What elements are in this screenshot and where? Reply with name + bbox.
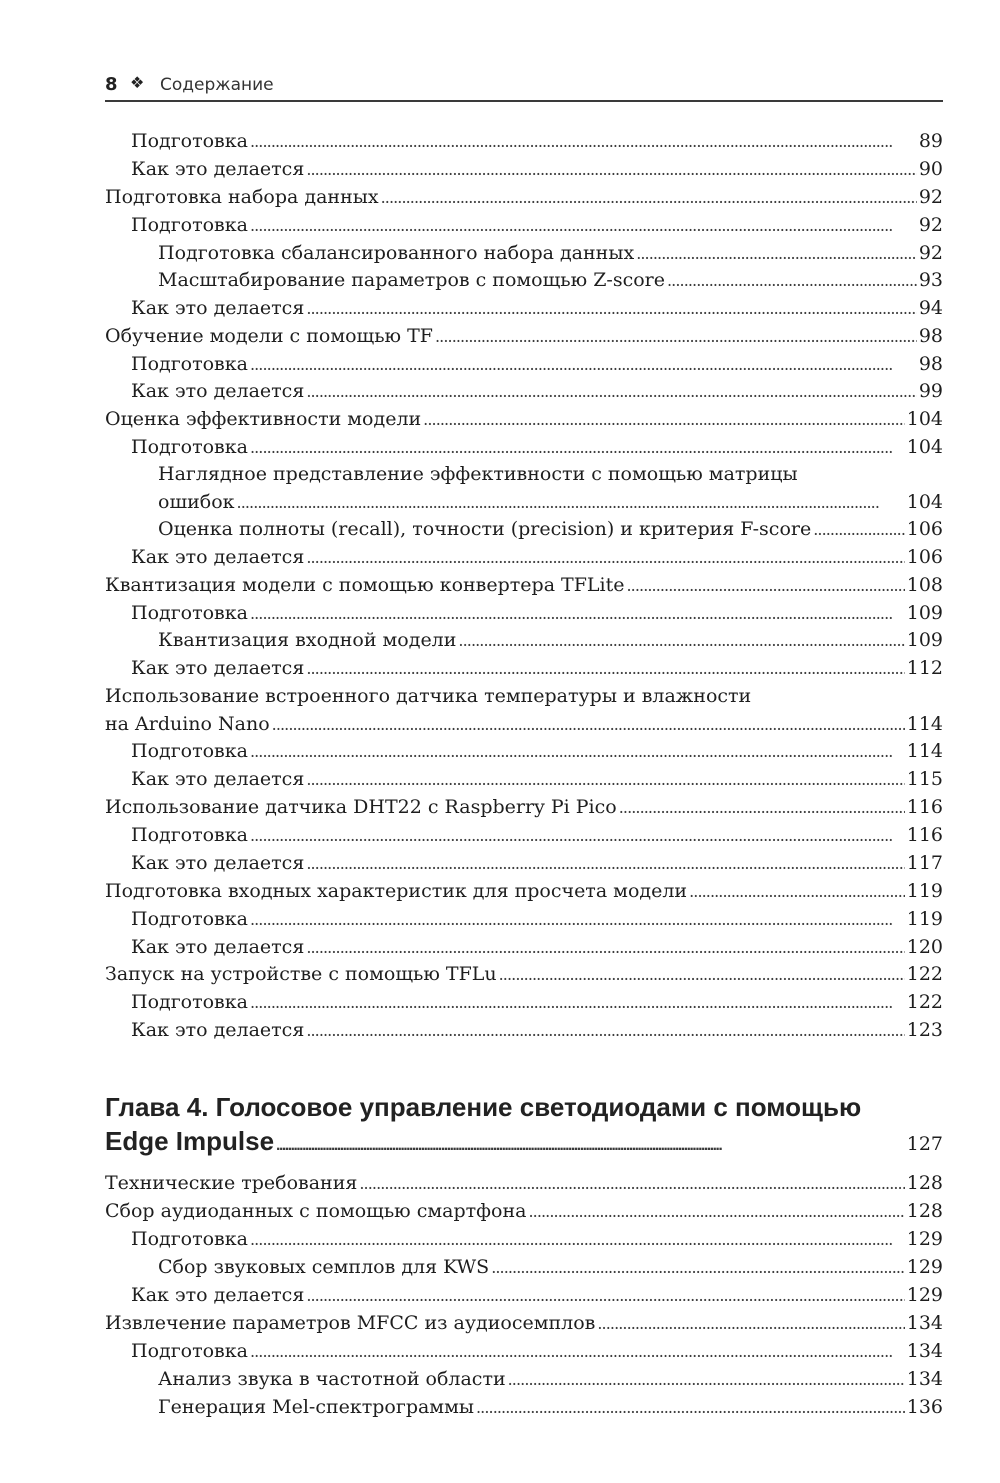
toc-entry — [105, 877, 943, 905]
leader-dots — [250, 211, 917, 240]
toc-title-line1: Наглядное представление эффективности с помощью матрицы — [158, 463, 798, 485]
leader-dots — [276, 1124, 905, 1163]
toc-title: Как это делается — [131, 297, 305, 319]
section-title: Содержание — [160, 75, 274, 95]
ornament-icon: ❖ — [130, 73, 145, 92]
toc-title: Запуск на устройстве с помощью TFLu — [105, 963, 497, 985]
leader-dots — [667, 266, 917, 295]
leader-dots — [272, 710, 905, 739]
toc-title: Подготовка — [131, 740, 248, 762]
toc-title: Подготовка сбалансированного набора данных — [158, 242, 635, 264]
toc-entry — [131, 988, 943, 1016]
toc-title-line1: Использование встроенного датчика температуры и влажности — [105, 685, 752, 707]
leader-dots — [250, 127, 917, 156]
toc-entry — [105, 960, 943, 988]
toc-entry — [158, 239, 943, 267]
toc-entry — [131, 905, 943, 933]
toc-title: Подготовка набора данных — [105, 186, 379, 208]
toc-entry — [158, 1365, 943, 1393]
toc-entry — [131, 211, 943, 239]
toc-title: Как это делается — [131, 768, 305, 790]
toc-page: 106 — [906, 518, 943, 540]
leader-dots — [458, 626, 904, 655]
toc-title: Как это делается — [131, 852, 305, 874]
toc-title: Сбор аудиоданных с помощью смартфона — [105, 1200, 527, 1222]
toc-title: Технические требования — [105, 1172, 358, 1194]
page-number: 8 — [105, 74, 118, 95]
leader-dots — [306, 849, 904, 878]
toc-title: Как это делается — [131, 936, 305, 958]
toc-page: 92 — [918, 214, 943, 236]
leader-dots — [250, 1337, 905, 1366]
leader-dots — [250, 988, 905, 1017]
toc-page: 129 — [906, 1228, 943, 1250]
toc-entry — [131, 127, 943, 155]
leader-dots — [250, 433, 905, 462]
toc-title: Как это делается — [131, 657, 305, 679]
leader-dots — [237, 488, 905, 517]
toc-title-line2: ошибок — [158, 491, 235, 513]
toc-entry — [158, 626, 943, 654]
leader-dots — [306, 155, 917, 184]
toc-entry — [131, 1281, 943, 1309]
toc-title: Извлечение параметров MFCC из аудиосемплов — [105, 1312, 596, 1334]
toc-title: Как это делается — [131, 158, 305, 180]
toc-title: Как это делается — [131, 1284, 305, 1306]
toc-entry — [131, 294, 943, 322]
toc-entry — [158, 1253, 943, 1281]
toc-title: Подготовка — [131, 824, 248, 846]
leader-dots — [306, 543, 904, 572]
toc-entry — [158, 515, 943, 543]
chapter-title-line1: Глава 4. Голосовое управление светодиодами с помощью — [105, 1092, 862, 1122]
toc-page: 117 — [906, 852, 943, 874]
toc-page: 114 — [906, 740, 943, 762]
toc-title: Генерация Mel-спектрограммы — [158, 1396, 474, 1418]
toc-entry — [158, 266, 943, 294]
toc-entry — [131, 849, 943, 877]
leader-dots — [597, 1309, 904, 1338]
toc-entry — [131, 1225, 943, 1253]
toc-page: 93 — [918, 269, 943, 291]
leader-dots — [250, 599, 905, 628]
toc-entry — [158, 460, 943, 516]
leader-dots — [689, 877, 905, 906]
toc-page: 109 — [906, 629, 943, 651]
leader-dots — [508, 1365, 905, 1394]
toc-page: 106 — [906, 546, 943, 568]
toc-title: Как это делается — [131, 1019, 305, 1041]
toc-title: Подготовка — [131, 1340, 248, 1362]
leader-dots — [250, 737, 905, 766]
running-header — [105, 70, 943, 102]
leader-dots — [435, 322, 917, 351]
leader-dots — [627, 571, 905, 600]
toc-page: 115 — [906, 768, 943, 790]
toc-page: 108 — [906, 574, 943, 596]
toc-page: 114 — [906, 713, 943, 735]
toc-title: Подготовка входных характеристик для просчета модели — [105, 880, 688, 902]
toc-entry — [158, 1393, 943, 1421]
toc-title: Использование датчика DHT22 с Raspberry Pi Pico — [105, 796, 617, 818]
leader-dots — [306, 294, 917, 323]
toc-page: 92 — [918, 186, 943, 208]
toc-page: 122 — [906, 991, 943, 1013]
toc-page: 89 — [918, 130, 943, 152]
leader-dots — [250, 1225, 905, 1254]
toc-page: 116 — [906, 796, 943, 818]
leader-dots — [476, 1393, 905, 1422]
toc-title: Подготовка — [131, 602, 248, 624]
toc-title: Подготовка — [131, 436, 248, 458]
toc-page: 90 — [918, 158, 943, 180]
toc-page: 120 — [906, 936, 943, 958]
leader-dots — [306, 933, 904, 962]
toc-title-line2: на Arduino Nano — [105, 713, 270, 735]
toc-page: 92 — [918, 242, 943, 264]
toc-entry — [131, 1016, 943, 1044]
toc-entry — [105, 1169, 943, 1197]
leader-dots — [306, 1281, 904, 1310]
chapter-heading — [105, 1090, 943, 1163]
toc-entry — [105, 571, 943, 599]
chapter-title-line2: Edge Impulse — [105, 1126, 275, 1156]
toc-page: 119 — [906, 908, 943, 930]
leader-dots — [636, 239, 917, 268]
toc-page: 99 — [918, 380, 943, 402]
toc-title: Как это делается — [131, 380, 305, 402]
toc-page: 134 — [906, 1368, 943, 1390]
toc-title: Оценка эффективности модели — [105, 408, 422, 430]
toc-title: Подготовка — [131, 1228, 248, 1250]
toc-entry — [105, 322, 943, 350]
toc-entry — [131, 654, 943, 682]
toc-page: 134 — [906, 1312, 943, 1334]
toc-entry — [105, 183, 943, 211]
leader-dots — [359, 1169, 904, 1198]
toc-title: Квантизация модели с помощью конвертера TFLite — [105, 574, 625, 596]
toc-entry — [105, 793, 943, 821]
toc-page: 134 — [906, 1340, 943, 1362]
toc-title: Подготовка — [131, 908, 248, 930]
toc-page: 136 — [906, 1396, 943, 1418]
toc-entry — [105, 405, 943, 433]
toc-page: 122 — [906, 963, 943, 985]
toc-title: Оценка полноты (recall), точности (precision) и критерия F-score — [158, 518, 812, 540]
toc-page: 112 — [906, 657, 943, 679]
toc-entry — [131, 155, 943, 183]
toc-page: 98 — [918, 325, 943, 347]
toc-entry — [131, 350, 943, 378]
toc-entry — [105, 1197, 943, 1225]
toc-page: 128 — [906, 1200, 943, 1222]
toc-page: 94 — [918, 297, 943, 319]
toc-entry — [131, 821, 943, 849]
toc-page: 129 — [906, 1256, 943, 1278]
toc-page: 123 — [906, 1019, 943, 1041]
toc-page: 128 — [906, 1172, 943, 1194]
toc-page: 119 — [906, 880, 943, 902]
toc-entry — [131, 433, 943, 461]
toc-page: 104 — [906, 408, 943, 430]
leader-dots — [250, 350, 917, 379]
toc-page: 129 — [906, 1284, 943, 1306]
toc-title: Масштабирование параметров с помощью Z-score — [158, 269, 665, 291]
chapter-page: 127 — [906, 1133, 943, 1155]
toc-entry — [131, 377, 943, 405]
toc-title: Подготовка — [131, 130, 248, 152]
leader-dots — [250, 905, 905, 934]
toc-entry — [131, 1337, 943, 1365]
toc-title: Сбор звуковых семплов для KWS — [158, 1256, 490, 1278]
toc-entry — [131, 737, 943, 765]
toc-entry — [105, 1309, 943, 1337]
leader-dots — [619, 793, 905, 822]
leader-dots — [306, 377, 917, 406]
toc-entry — [131, 543, 943, 571]
leader-dots — [528, 1197, 904, 1226]
toc-entry — [131, 599, 943, 627]
leader-dots — [381, 183, 917, 212]
toc-title: Анализ звука в частотной области — [158, 1368, 506, 1390]
toc-entry — [105, 682, 943, 738]
toc-title: Подготовка — [131, 214, 248, 236]
toc-title: Обучение модели с помощью TF — [105, 325, 433, 347]
leader-dots — [813, 515, 905, 544]
leader-dots — [306, 1016, 904, 1045]
toc-entry — [131, 765, 943, 793]
leader-dots — [306, 654, 904, 683]
toc-page: 109 — [906, 602, 943, 624]
toc-page: 116 — [906, 824, 943, 846]
toc-title: Подготовка — [131, 991, 248, 1013]
leader-dots — [306, 765, 904, 794]
leader-dots — [491, 1253, 905, 1282]
toc-page: 104 — [906, 436, 943, 458]
leader-dots — [499, 960, 905, 989]
leader-dots — [250, 821, 905, 850]
toc-entry — [131, 933, 943, 961]
toc-title: Квантизация входной модели — [158, 629, 457, 651]
toc-title: Как это делается — [131, 546, 305, 568]
toc-page: 104 — [906, 491, 943, 513]
toc-page: 98 — [918, 353, 943, 375]
leader-dots — [423, 405, 905, 434]
toc-title: Подготовка — [131, 353, 248, 375]
